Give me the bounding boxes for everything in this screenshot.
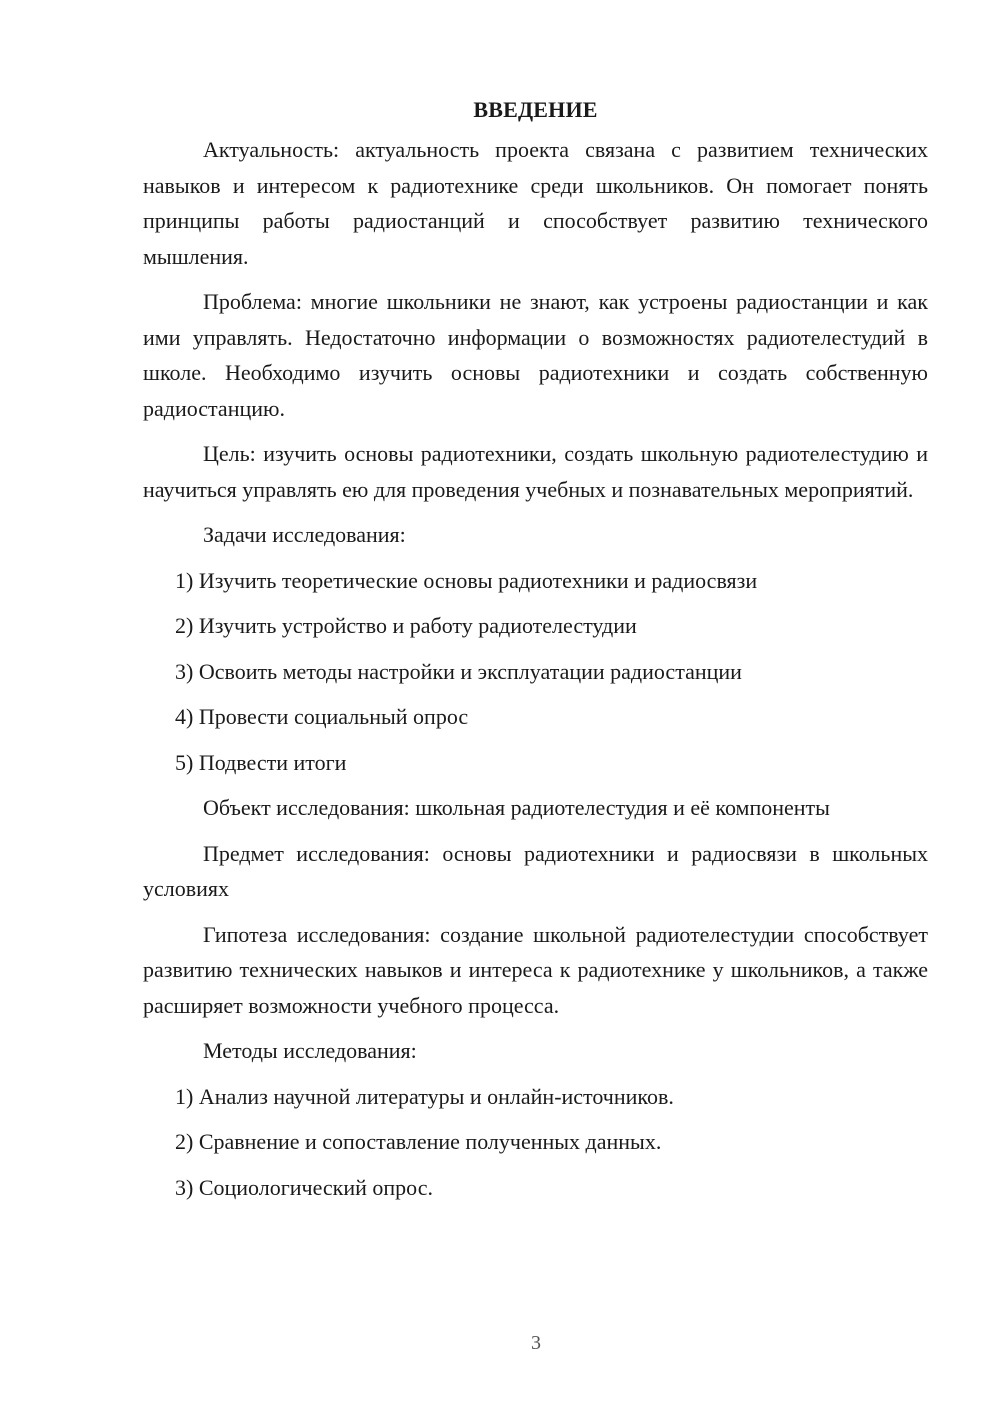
task-item-2: 2) Изучить устройство и работу радиотелестудии	[175, 613, 637, 638]
research-hypothesis: Гипотеза исследования: создание школьной радиотелестудии способствует развитию технических навыков и интереса к радиотехнике у школьников, а также расширяет возможности учебного процесса.	[143, 921, 928, 1018]
method-item-2: 2) Сравнение и сопоставление полученных данных.	[175, 1129, 662, 1154]
task-item-5: 5) Подвести итоги	[175, 749, 347, 775]
methods-heading: Методы исследования:	[203, 1038, 417, 1063]
research-object: Объект исследования: школьная радиотелестудия и её компоненты	[203, 795, 830, 820]
method-item-1: 1) Анализ научной литературы и онлайн-источников.	[175, 1083, 674, 1109]
section-title: ВВЕДЕНИЕ	[473, 97, 598, 122]
task-item-3: 3) Освоить методы настройки и эксплуатации радиостанции	[175, 658, 742, 684]
tasks-heading: Задачи исследования:	[203, 522, 406, 547]
research-subject: Предмет исследования: основы радиотехники и радиосвязи в школьных условиях	[143, 840, 928, 901]
problem-paragraph: Проблема: многие школьники не знают, как устроены радиостанции и как ими управлять. Недостаточно информации о возможностях радиотелестудий в школе. Необходимо изучить основы радиотехники и создать собственную радиостанцию.	[143, 289, 928, 421]
goal-paragraph: Цель: изучить основы радиотехники, создать школьную радиотелестудию и научиться управлять ею для проведения учебных и познавательных мероприятий.	[143, 441, 928, 502]
method-item-3: 3) Социологический опрос.	[175, 1174, 433, 1200]
page-number: 3	[531, 1332, 541, 1354]
task-item-1: 1) Изучить теоретические основы радиотехники и радиосвязи	[175, 567, 758, 593]
task-item-4: 4) Провести социальный опрос	[175, 704, 469, 729]
document-page	[143, 92, 928, 1215]
relevance-paragraph: Актуальность: актуальность проекта связана с развитием технических навыков и интересом к радиотехнике среди школьников. Он помогает понять принципы работы радиостанций и способствует развитию технического мышления.	[143, 137, 928, 269]
